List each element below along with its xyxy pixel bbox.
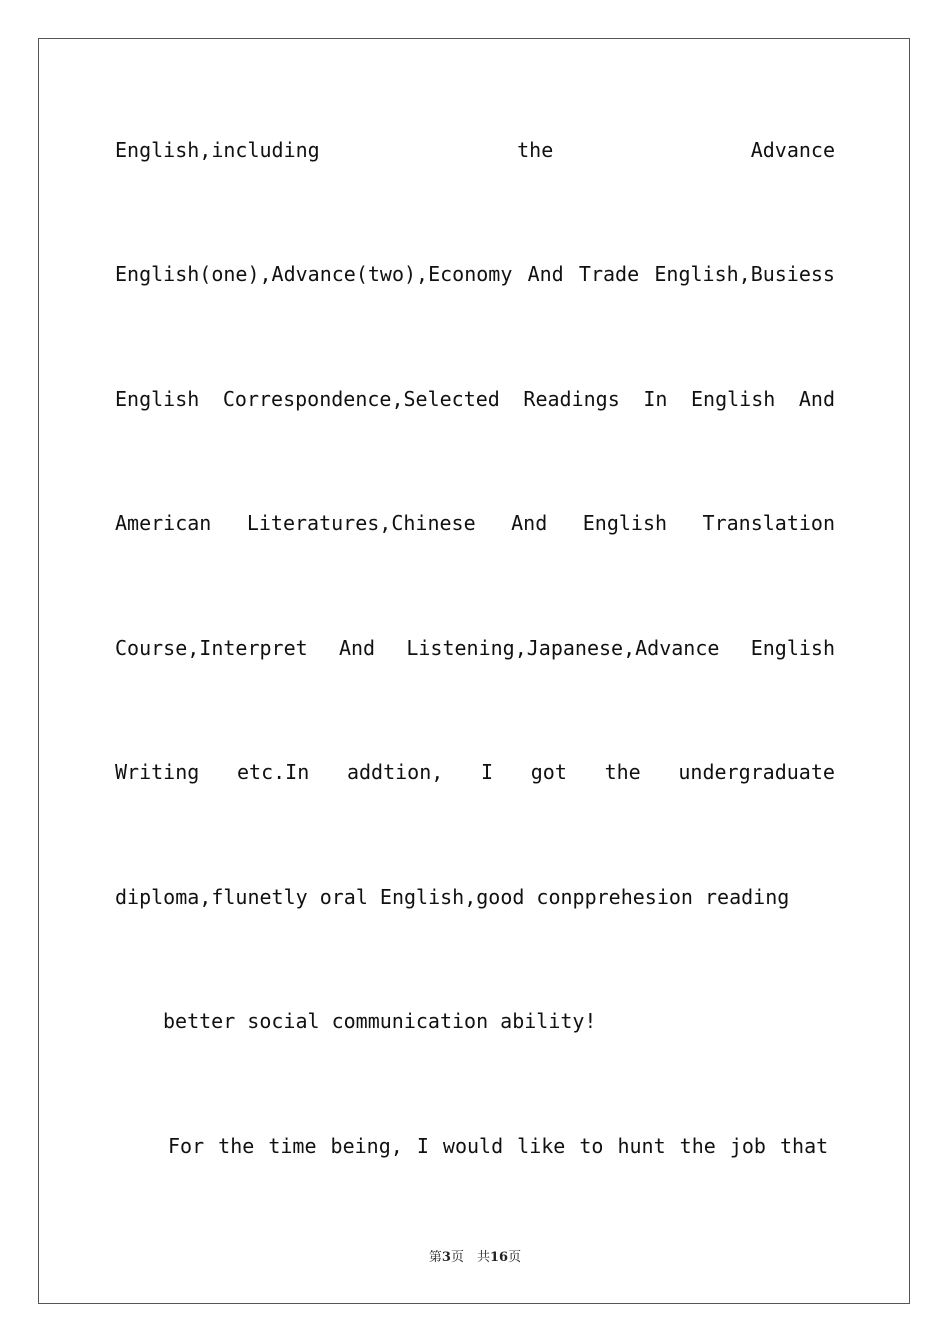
current-page-number: 3 [441, 1250, 451, 1265]
word: English [582, 511, 668, 535]
word: Trade [578, 262, 640, 286]
word: English,including [115, 138, 320, 162]
word: got [530, 760, 567, 784]
word: Advance [750, 138, 835, 162]
footer-mid: 页 共 [450, 1250, 490, 1265]
word: addtion, [346, 760, 444, 784]
word: And [511, 511, 548, 535]
word: In [643, 387, 668, 411]
word: Literatures,Chinese [246, 511, 476, 535]
footer-suffix: 页 [508, 1250, 522, 1265]
text-line-8: better social communication ability! [163, 1009, 597, 1033]
footer-prefix: 第 [428, 1250, 442, 1265]
word: the [604, 760, 641, 784]
word: undergraduate [678, 760, 835, 784]
page-border [38, 38, 910, 1304]
text-line-7: diploma,flunetly oral English,good conpprehesion reading [115, 885, 790, 909]
word: English,Busiess [654, 262, 835, 286]
text-line-9: For the time being, I would like to hunt the job that [168, 1134, 829, 1158]
word: English [750, 636, 835, 660]
total-page-number: 16 [489, 1250, 509, 1265]
text-line-5 [115, 635, 835, 661]
page-footer [0, 1246, 950, 1265]
text-line-2 [115, 261, 835, 287]
word: American [115, 511, 212, 535]
word: Writing [115, 760, 200, 784]
text-line-4 [115, 510, 835, 536]
word: And [338, 636, 376, 660]
word: English [690, 387, 776, 411]
word: Correspondence,Selected [222, 387, 500, 411]
word: Course,Interpret [115, 636, 308, 660]
word: And [527, 262, 564, 286]
text-line-6 [115, 759, 835, 785]
word: etc.In [237, 760, 310, 784]
text-line-1 [115, 137, 835, 163]
word: And [798, 387, 835, 411]
word: English(one),Advance(two),Economy [115, 262, 513, 286]
word: Listening,Japanese,Advance [406, 636, 720, 660]
text-line-3 [115, 386, 835, 412]
word: the [517, 138, 554, 162]
word: I [480, 760, 494, 784]
word: Translation [702, 511, 835, 535]
word: Readings [523, 387, 620, 411]
word: English [115, 387, 200, 411]
